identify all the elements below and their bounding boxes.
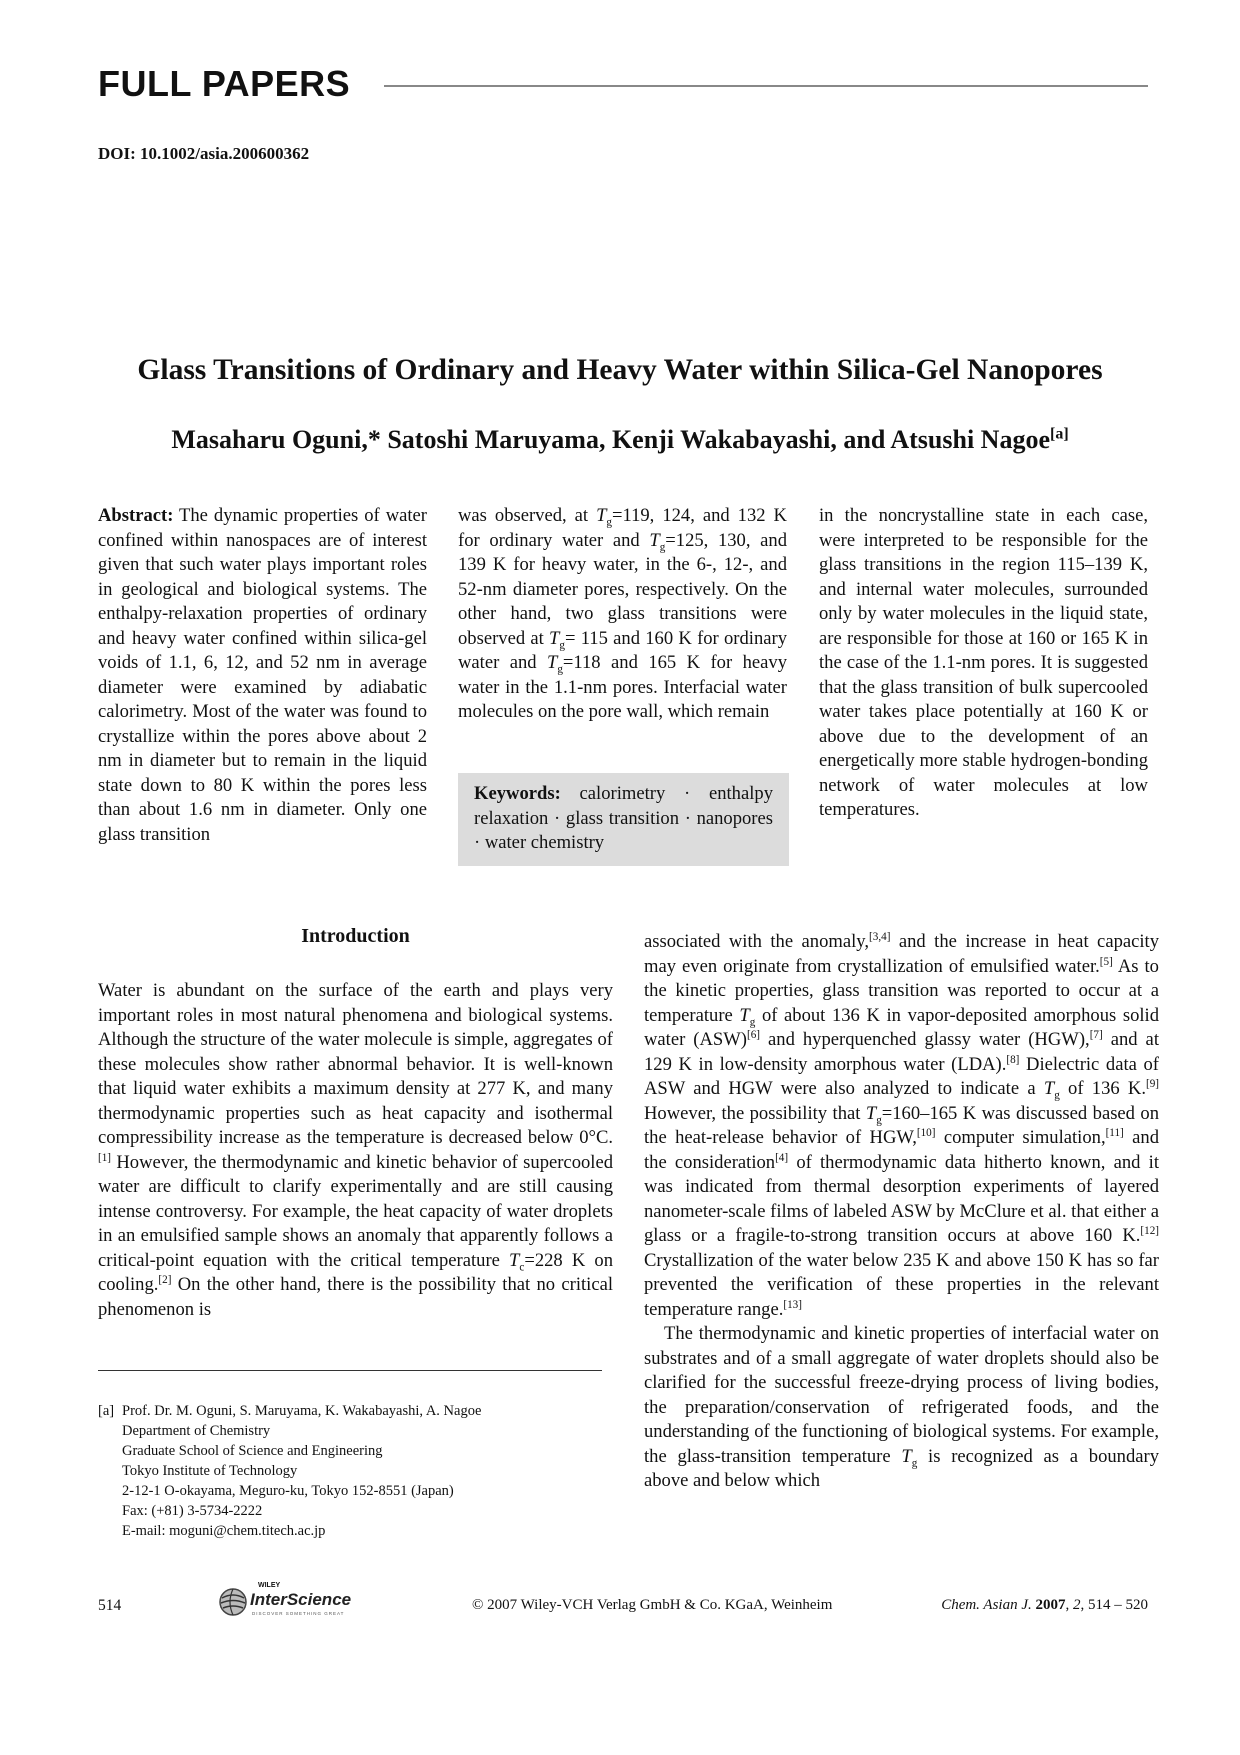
symbol-g: g <box>1054 1089 1060 1102</box>
symbol-T: T <box>509 1249 520 1271</box>
reference-link[interactable]: [7] <box>1089 1028 1103 1041</box>
symbol-g: g <box>659 541 666 554</box>
intro-paragraph-1-cont <box>644 930 1159 1322</box>
keywords-label: Keywords: <box>474 783 561 804</box>
intro-text: computer simulation, <box>935 1127 1106 1148</box>
symbol-T: T <box>649 529 660 551</box>
abstract-label: Abstract: <box>98 505 174 526</box>
symbol-g: g <box>749 1016 756 1029</box>
symbol-g: g <box>876 1114 882 1127</box>
reference-link[interactable]: [1] <box>98 1151 112 1164</box>
abstract-column-2 <box>458 504 787 725</box>
page-number: 514 <box>98 1597 122 1614</box>
interscience-logo[interactable] <box>218 1584 378 1620</box>
copyright-notice: © 2007 Wiley-VCH Verlag GmbH & Co. KGaA, Weinheim <box>472 1597 833 1613</box>
reference-link[interactable]: [13] <box>783 1298 802 1311</box>
globe-icon <box>218 1587 248 1617</box>
symbol-T: T <box>596 505 607 526</box>
keywords-box <box>458 773 789 866</box>
journal-year: 2007 <box>1035 1597 1066 1613</box>
symbol-g: g <box>606 516 612 529</box>
abstract-text-2e: =118 and 165 K for heavy water in the 1.1-nm pores. Interfacial water molecules on the pore wall, which remain <box>458 652 787 722</box>
doi[interactable]: DOI: 10.1002/asia.200600362 <box>98 144 310 163</box>
reference-link[interactable]: [10] <box>916 1126 936 1139</box>
footnote-mark: [a] <box>98 1403 115 1419</box>
intro-paragraph-2 <box>644 1322 1159 1494</box>
intro-text: and at 129 K in low-density amorphous water (LDA). <box>644 1029 1159 1075</box>
keywords-text: calorimetry · enthalpy relaxation · glass transition · nanopores · water chemistry <box>474 783 773 853</box>
footnote-line: Prof. Dr. M. Oguni, S. Maruyama, K. Wakabayashi, A. Nagoe <box>122 1403 482 1419</box>
symbol-T: T <box>549 627 560 649</box>
footnote-rule <box>98 1370 602 1371</box>
affiliation-footnote <box>98 1401 618 1541</box>
right-body-column <box>644 930 1159 1494</box>
abstract-text-2a: was observed, at <box>458 505 597 526</box>
abstract-text-1: The dynamic properties of water confined within nanospaces are of interest given that such water plays important roles in geological and biological systems. The enthalpy-relaxation properties of ordinary and heavy water confined within silica-gel voids of 1.1, 6, 12, and 52 nm in average diameter were examined by adiabatic calorimetry. Most of the water was found to crystallize within the pores above about 2 nm in diameter but to remain in the liquid state down to 80 K within the pores less than about 1.6 nm in diameter. Only one glass transition <box>98 505 427 845</box>
intro-text: of about 136 K in vapor-deposited amorphous solid water (ASW) <box>644 1004 1159 1050</box>
journal-name: Chem. Asian J. <box>941 1597 1032 1613</box>
intro-text: Water is abundant on the surface of the earth and plays very important roles in most natural phenomena and biological systems. Although the structure of the water molecule is simple, aggregates of these molecules show rather abnormal behavior. It is well-known that liquid water exhibits a maximum density at 277 K, and many thermodynamic properties such as heat capacity and isothermal compressibility increase as the temperature is decreased below 0°C. <box>98 980 613 1148</box>
logo-tagline: DISCOVER SOMETHING GREAT <box>252 1611 345 1616</box>
symbol-T: T <box>547 652 558 673</box>
symbol-g: g <box>557 663 563 676</box>
abstract-text-2c: =125, 130, and 139 K for heavy water, in the 6-, 12-, and 52-nm diameter pores, respectively. On the other hand, two glass transitions were observed at <box>458 529 787 649</box>
section-heading: FULL PAPERS <box>98 63 351 104</box>
symbol-c: c <box>519 1261 525 1274</box>
intro-text: However, the thermodynamic and kinetic behavior of supercooled water are difficult to clarify experimentally and are still causing intense controversy. For example, the heat capacity of water droplets in an emulsified sample shows an anomaly that apparently follows a critical-point equation with the critical temperature <box>98 1151 613 1271</box>
intro-text: The thermodynamic and kinetic properties of interfacial water on substrates and of a small aggregate of water droplets should also be clarified for the successful freeze-drying process of living bodies, the preparation/conservation of refrigerated foods, and the understanding of the functioning of biological systems. For example, the glass-transition temperature <box>644 1323 1159 1467</box>
intro-text: As to the kinetic properties, glass transition was reported to occur at a temperature <box>644 955 1159 1026</box>
intro-text: is recognized as a boundary above and below which <box>644 1445 1159 1491</box>
reference-link[interactable]: [8] <box>1006 1053 1020 1066</box>
abstract-column-1 <box>98 504 427 847</box>
introduction-heading: Introduction <box>301 925 410 947</box>
intro-text: and the increase in heat capacity may even originate from crystallization of emulsified water. <box>644 931 1159 977</box>
reference-link[interactable]: [4] <box>775 1151 789 1164</box>
affiliation-mark: [a] <box>1050 425 1069 443</box>
reference-link[interactable]: [2] <box>158 1273 172 1286</box>
intro-text: =160–165 K was discussed based on the heat-release behavior of HGW, <box>644 1102 1159 1148</box>
email-link[interactable]: E-mail: moguni@chem.titech.ac.jp <box>122 1523 326 1539</box>
footnote-line: Tokyo Institute of Technology <box>122 1463 298 1479</box>
intro-text: and hyperquenched glassy water (HGW), <box>760 1029 1090 1050</box>
logo-publisher: WILEY <box>258 1582 281 1589</box>
abstract-text-2d: = 115 and 160 K for ordinary water and <box>458 627 787 673</box>
authors-text: Masaharu Oguni,* Satoshi Maruyama, Kenji Wakabayashi, and Atsushi Nagoe <box>171 425 1050 454</box>
author-list <box>60 422 1180 458</box>
symbol-T: T <box>1043 1078 1055 1099</box>
intro-text: Crystallization of the water below 235 K and above 150 K has so far prevented the verification of these properties in the relevant temperature range. <box>644 1249 1159 1320</box>
reference-link[interactable]: [3,4] <box>869 930 891 943</box>
journal-volume: 2 <box>1073 1597 1081 1613</box>
reference-link[interactable]: [11] <box>1105 1126 1124 1139</box>
intro-text: of thermodynamic data hitherto known, and it was indicated from thermal desorption experiments of layered nanometer-scale films of labeled ASW by McClure et al. that either a glass or a fragile-to-strong transition occurs at above 160 K. <box>644 1151 1159 1246</box>
reference-link[interactable]: [5] <box>1099 955 1113 968</box>
journal-pages: , 514 – 520 <box>1080 1597 1148 1613</box>
intro-text: Dielectric data of ASW and HGW were also analyzed to indicate a <box>644 1053 1159 1099</box>
header-rule <box>384 85 1148 87</box>
intro-text: of 136 K. <box>1059 1078 1146 1099</box>
abstract-column-3: in the noncrystalline state in each case, were interpreted to be responsible for the glass transitions in the region 115–139 K, and internal water molecules, surrounded only by water molecules in the liquid state, are responsible for those at 160 or 165 K in the case of the 1.1-nm pores. It is suggested that the glass transition of bulk supercooled water takes place potentially at 160 K or above due to the development of an energetically more stable hydrogen-bonding network of water molecules at low temperatures. <box>819 505 1148 820</box>
article-title: Glass Transitions of Ordinary and Heavy Water within Silica-Gel Nanopores <box>137 354 1103 386</box>
reference-link[interactable]: [6] <box>747 1028 761 1041</box>
intro-paragraph-1 <box>98 979 613 1322</box>
symbol-T: T <box>865 1102 877 1124</box>
intro-text: and the consideration <box>644 1127 1160 1173</box>
abstract-text-2b: =119, 124, and 132 K for ordinary water and <box>458 505 787 551</box>
footnote-line: 2-12-1 O-okayama, Meguro-ku, Tokyo 152-8551 (Japan) <box>122 1483 454 1499</box>
journal-citation: Chem. Asian J. 2007, 2, 514 – 520 <box>941 1597 1148 1613</box>
intro-text: =228 K on cooling. <box>98 1249 613 1295</box>
intro-text: On the other hand, there is the possibility that no critical phenomenon is <box>98 1274 613 1320</box>
symbol-T: T <box>901 1445 912 1467</box>
footnote-line: Graduate School of Science and Engineering <box>122 1443 383 1459</box>
intro-text: However, the possibility that <box>644 1102 866 1124</box>
symbol-g: g <box>911 1457 918 1470</box>
symbol-T: T <box>739 1004 750 1026</box>
logo-wordmark: InterScience <box>250 1590 352 1609</box>
reference-link[interactable]: [9] <box>1145 1077 1159 1090</box>
footnote-line: Department of Chemistry <box>122 1423 271 1439</box>
intro-text: associated with the anomaly, <box>644 931 870 952</box>
symbol-g: g <box>559 639 565 652</box>
reference-link[interactable]: [12] <box>1140 1224 1159 1237</box>
footnote-line: Fax: (+81) 3-5734-2222 <box>122 1503 263 1519</box>
